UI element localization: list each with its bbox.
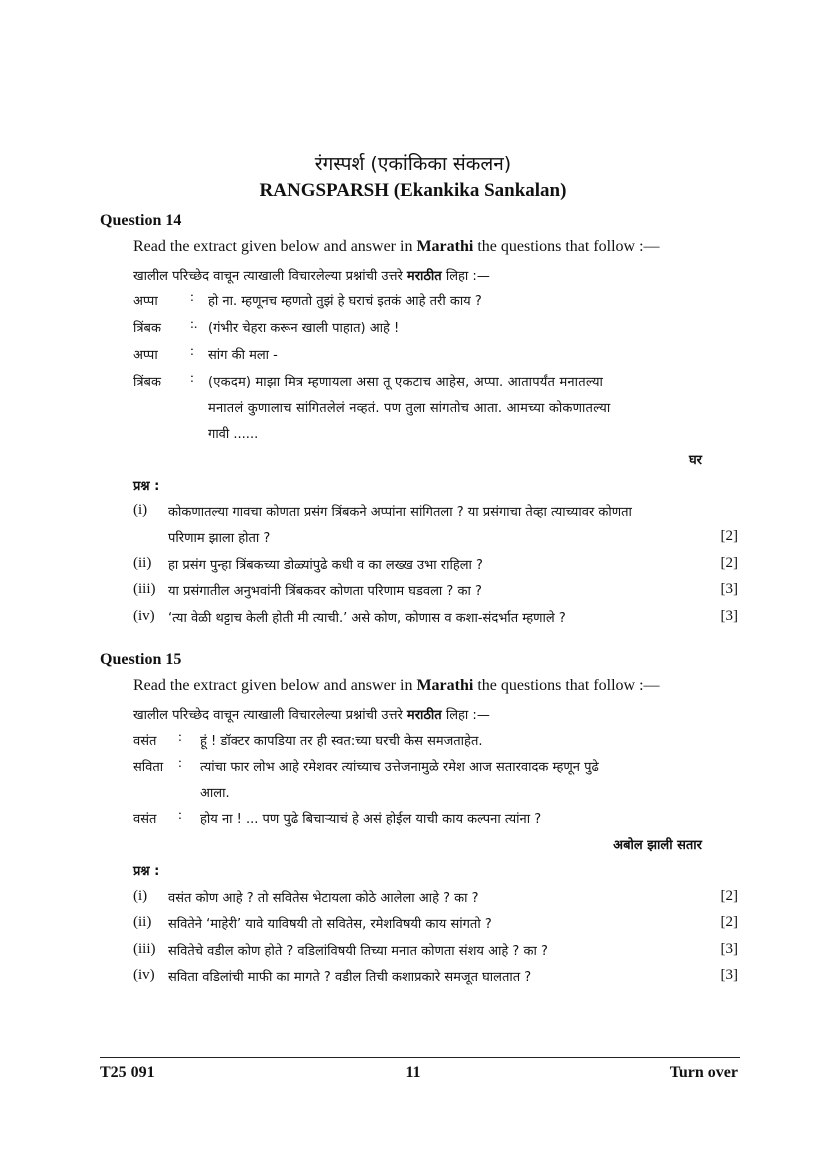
speaker: त्रिंबक bbox=[133, 321, 161, 336]
speaker-colon: : bbox=[178, 756, 182, 771]
footer-rule bbox=[100, 1057, 740, 1058]
section-title-english: RANGSPARSH (Ekankika Sankalan) bbox=[259, 180, 567, 201]
speaker: अप्पा bbox=[133, 348, 158, 363]
question-number: (iv) bbox=[133, 967, 155, 983]
speaker-colon: : bbox=[178, 808, 182, 823]
dialogue-line: सांग की मला - bbox=[208, 348, 278, 363]
question-text: वसंत कोण आहे ? तो सवितेस भेटायला कोठे आलेला आहे ? का ? bbox=[168, 891, 479, 906]
marks: [2] bbox=[720, 888, 738, 904]
marks: [2] bbox=[720, 555, 738, 571]
question-number: (ii) bbox=[133, 555, 152, 571]
question-text: परिणाम झाला होता ? bbox=[168, 531, 271, 546]
question-text: हा प्रसंग पुन्हा त्रिंबकच्या डोळ्यांपुढे कधी व का लख्ख उभा राहिला ? bbox=[168, 558, 483, 573]
question-text: सवितेचे वडील कोण होते ? वडिलांविषयी तिच्या मनात कोणता संशय आहे ? का ? bbox=[168, 944, 548, 959]
marks: [3] bbox=[720, 608, 738, 624]
speaker-colon: : bbox=[190, 344, 194, 359]
dialogue-line: होय ना ! ... पण पुढे बिचाऱ्याचं हे असं होईल याची काय कल्पना त्यांना ? bbox=[200, 812, 542, 827]
marks: [3] bbox=[720, 581, 738, 597]
speaker: सविता bbox=[133, 760, 164, 775]
q14-instruction-marathi: खालील परिच्छेद वाचून त्याखाली विचारलेल्या प्रश्नांची उत्तरे मराठीत लिहा :— bbox=[133, 269, 490, 284]
dialogue-line: त्यांचा फार लोभ आहे रमेशवर त्यांच्याच उत्तेजनामुळे रमेश आज सतारवादक म्हणून पुढे bbox=[200, 760, 599, 775]
question-text: या प्रसंगातील अनुभवांनी त्रिंबकवर कोणता परिणाम घडवला ? का ? bbox=[168, 584, 482, 599]
question-text: सवितेने ‘माहेरी’ यावे याविषयी तो सवितेस, रमेशविषयी काय सांगतो ? bbox=[168, 917, 492, 932]
question-number: (iii) bbox=[133, 941, 156, 957]
question-number: (iii) bbox=[133, 581, 156, 597]
question-number: (i) bbox=[133, 888, 148, 904]
dialogue-line: (एकदम) माझा मित्र म्हणायला असा तू एकटाच आहेस, अप्पा. आतापर्यंत मनातल्या bbox=[208, 375, 604, 390]
q15-instruction-english: Read the extract given below and answer in Marathi the questions that follow :— bbox=[133, 677, 660, 694]
question-15-heading: Question 15 bbox=[100, 651, 182, 668]
question-14-heading: Question 14 bbox=[100, 212, 182, 229]
question-number: (iv) bbox=[133, 608, 155, 624]
question-text: सविता वडिलांची माफी का मागते ? वडील तिची कशाप्रकारे समजूत घालतात ? bbox=[168, 970, 532, 985]
speaker: वसंत bbox=[133, 734, 157, 749]
speaker-colon: :. bbox=[190, 317, 198, 332]
page-number: 11 bbox=[405, 1064, 421, 1081]
marks: [3] bbox=[720, 967, 738, 983]
dialogue-line: हूं ! डॉक्टर कापडिया तर ही स्वत:च्या घरची केस समजताहेत. bbox=[200, 734, 483, 749]
question-number: (i) bbox=[133, 502, 148, 518]
speaker: त्रिंबक bbox=[133, 375, 161, 390]
marks: [2] bbox=[720, 528, 738, 544]
dialogue-line: हो ना. म्हणूनच म्हणतो तुझं हे घराचं इतकं आहे तरी काय ? bbox=[208, 294, 482, 309]
turn-over-note: Turn over bbox=[669, 1064, 738, 1081]
q15-source-title: अबोल झाली सतार bbox=[613, 838, 702, 853]
speaker: अप्पा bbox=[133, 294, 158, 309]
speaker-colon: : bbox=[190, 290, 194, 305]
question-text: कोकणातल्या गावचा कोणता प्रसंग त्रिंबकने अप्पांना सांगितला ? या प्रसंगाचा तेव्हा त्याच्यावर कोणता bbox=[168, 505, 632, 520]
q14-instruction-english: Read the extract given below and answer in Marathi the questions that follow :— bbox=[133, 238, 660, 255]
q14-source-title: घर bbox=[688, 453, 702, 468]
section-title-marathi: रंगस्पर्श (एकांकिका संकलन) bbox=[314, 153, 512, 175]
question-text: ‘त्या वेळी थट्टाच केली होती मी त्याची.’ असे कोण, कोणास व कशा-संदर्भात म्हणाले ? bbox=[168, 611, 566, 626]
marks: [2] bbox=[720, 914, 738, 930]
speaker-colon: : bbox=[178, 730, 182, 745]
q14-prashna-label: प्रश्न : bbox=[133, 479, 160, 494]
q15-instruction-marathi: खालील परिच्छेद वाचून त्याखाली विचारलेल्या प्रश्नांची उत्तरे मराठीत लिहा :— bbox=[133, 708, 490, 723]
dialogue-line: (गंभीर चेहरा करून खाली पाहात) आहे ! bbox=[208, 321, 400, 336]
speaker: वसंत bbox=[133, 812, 157, 827]
dialogue-line: आला. bbox=[200, 786, 230, 801]
dialogue-line: मनातलं कुणालाच सांगितलेलं नव्हतं. पण तुला सांगतोच आता. आमच्या कोकणातल्या bbox=[208, 401, 611, 416]
marks: [3] bbox=[720, 941, 738, 957]
dialogue-line: गावी ...... bbox=[208, 427, 259, 442]
q15-prashna-label: प्रश्न : bbox=[133, 864, 160, 879]
question-number: (ii) bbox=[133, 914, 152, 930]
paper-code: T25 091 bbox=[100, 1064, 155, 1081]
speaker-colon: : bbox=[190, 371, 194, 386]
